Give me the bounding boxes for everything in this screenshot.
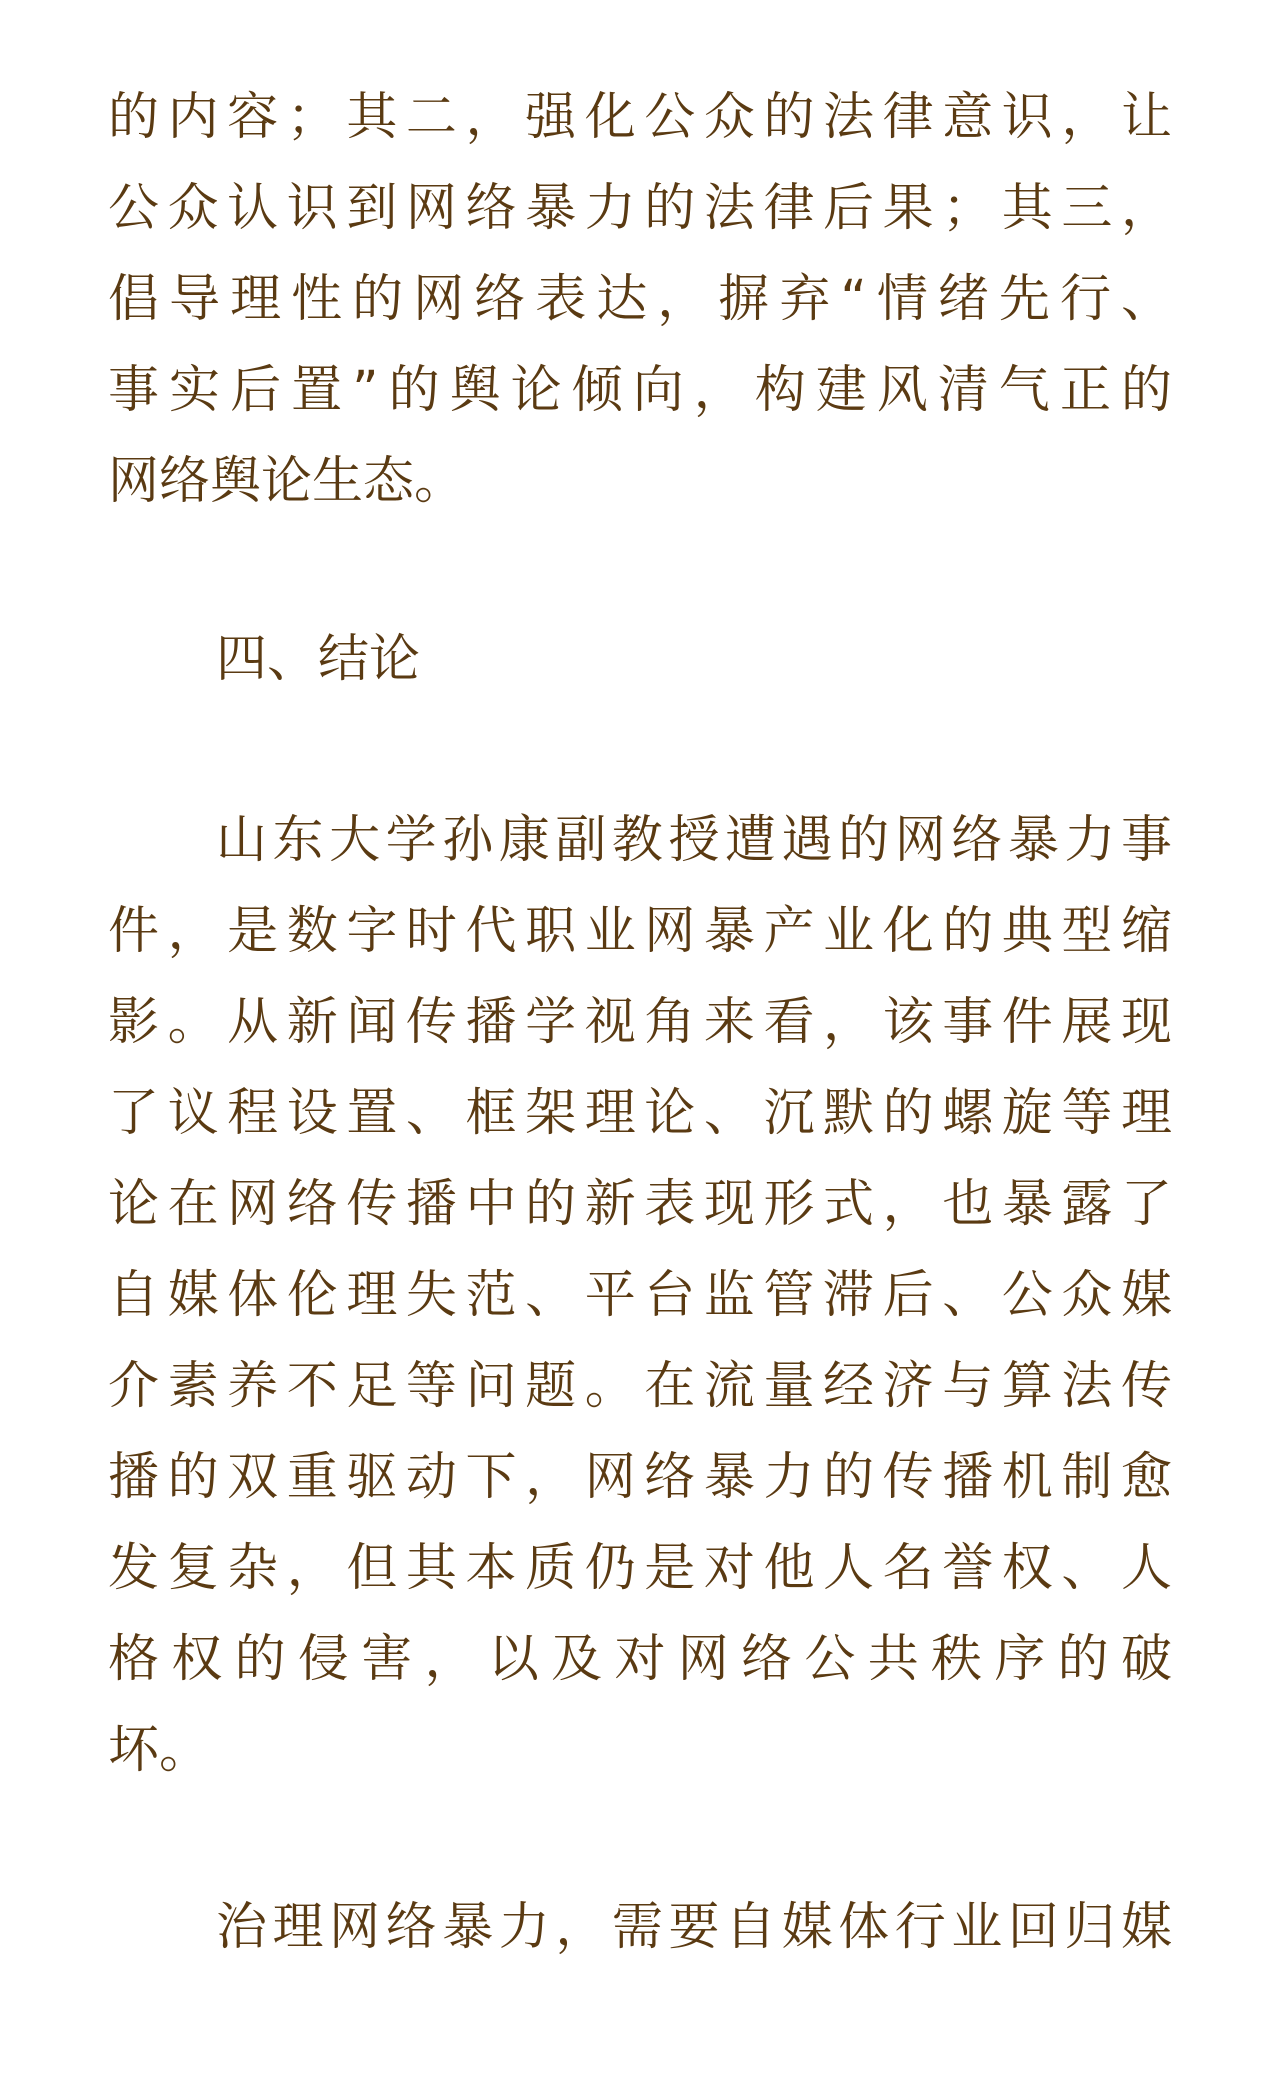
paragraph-governance xyxy=(108,1882,1172,1973)
text-line: 事实后置”的舆论倾向，构建风清气正的 xyxy=(108,361,1172,420)
text-line: 倡导理性的网络表达，摒弃“情绪先行、 xyxy=(108,270,1172,329)
text-line: 了议程设置、框架理论、沉默的螺旋等理 xyxy=(108,1084,1172,1143)
text-line: 介素养不足等问题。在流量经济与算法传 xyxy=(108,1357,1172,1416)
text-line: 的内容；其二，强化公众的法律意识，让 xyxy=(108,88,1172,147)
heading-text: 四、结论 xyxy=(216,630,421,689)
text-line: 坏。 xyxy=(108,1721,211,1780)
text-line: 治理网络暴力，需要自媒体行业回归媒 xyxy=(216,1898,1172,1957)
paragraph-continuation xyxy=(108,72,1172,527)
text-line: 自媒体伦理失范、平台监管滞后、公众媒 xyxy=(108,1266,1172,1325)
text-line: 山东大学孙康副教授遭遇的网络暴力事 xyxy=(216,811,1172,870)
text-line: 网络舆论生态。 xyxy=(108,452,466,511)
text-line: 件，是数字时代职业网暴产业化的典型缩 xyxy=(108,902,1172,961)
paragraph-conclusion xyxy=(108,795,1172,1796)
text-line: 发复杂，但其本质仍是对他人名誉权、人 xyxy=(108,1539,1172,1598)
text-line: 论在网络传播中的新表现形式，也暴露了 xyxy=(108,1175,1172,1234)
text-line: 播的双重驱动下，网络暴力的传播机制愈 xyxy=(108,1448,1172,1507)
text-line: 格权的侵害，以及对网络公共秩序的破 xyxy=(108,1630,1172,1689)
text-line: 公众认识到网络暴力的法律后果；其三， xyxy=(108,179,1172,238)
section-heading xyxy=(108,614,1172,705)
text-line: 影。从新闻传播学视角来看，该事件展现 xyxy=(108,993,1172,1052)
